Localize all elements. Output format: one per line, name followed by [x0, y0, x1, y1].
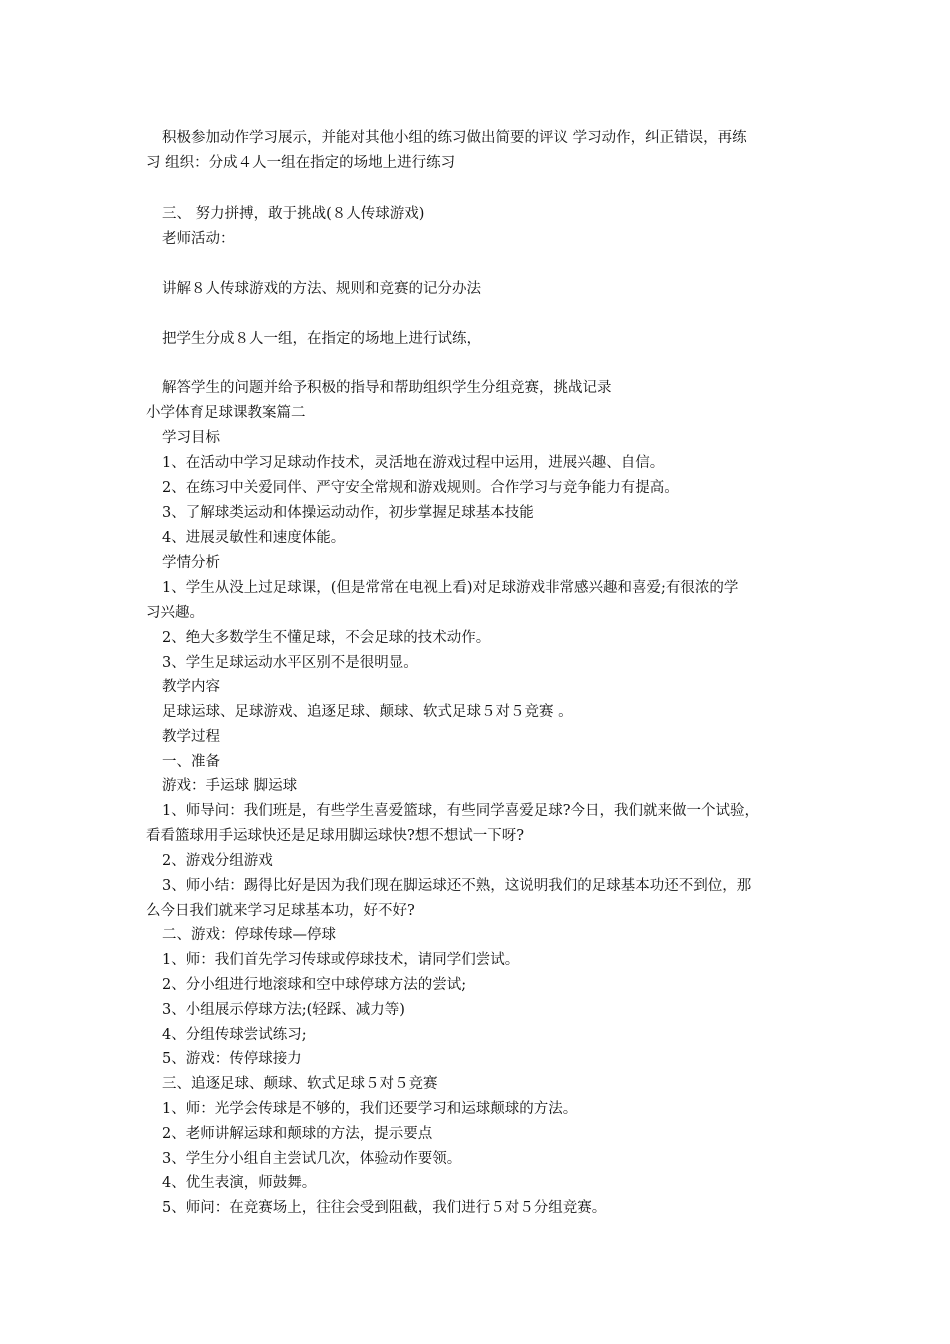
paragraph-line: 积极参加动作学习展示，并能对其他小组的练习做出简要的评议 学习动作，纠正错误，再练	[162, 130, 747, 146]
section-heading: 三、 努力拼搏，敢于挑战(８人传球游戏)	[162, 206, 425, 222]
paragraph-line: 习 组织：分成４人一组在指定的场地上进行练习	[146, 155, 456, 171]
paragraph-line: 游戏：手运球 脚运球	[162, 778, 298, 794]
section-heading: 教学过程	[162, 729, 220, 745]
list-item-continuation: 么今日我们就来学习足球基本功，好不好?	[146, 903, 415, 919]
list-item: 4、分组传球尝试练习;	[162, 1027, 307, 1043]
list-item: 1、师：光学会传球是不够的，我们还要学习和运球颠球的方法。	[162, 1101, 578, 1117]
list-item-continuation: 习兴趣。	[146, 605, 204, 621]
section-heading: 学情分析	[162, 555, 220, 571]
list-item: 3、了解球类运动和体操运动动作，初步掌握足球基本技能	[162, 505, 534, 521]
label-teacher-activity: 老师活动：	[162, 231, 235, 247]
list-item: 3、小组展示停球方法;(轻踩、减力等)	[162, 1002, 405, 1018]
list-item: 2、绝大多数学生不懂足球，不会足球的技术动作。	[162, 630, 491, 646]
activity-line: 把学生分成８人一组，在指定的场地上进行试练，	[162, 331, 481, 347]
list-item: 1、在活动中学习足球动作技术，灵活地在游戏过程中运用，进展兴趣、自信。	[162, 455, 665, 471]
list-item: 4、进展灵敏性和速度体能。	[162, 530, 346, 546]
section-heading: 教学内容	[162, 679, 220, 695]
activity-line: 解答学生的问题并给予积极的指导和帮助组织学生分组竞赛，挑战记录	[162, 380, 612, 396]
step-heading: 二、游戏：停球传球—停球	[162, 927, 336, 943]
paragraph-line: 足球运球、足球游戏、追逐足球、颠球、软式足球５对５竞赛 。	[162, 704, 573, 720]
list-item: 1、师：我们首先学习传球或停球技术，请同学们尝试。	[162, 952, 520, 968]
section-heading: 学习目标	[162, 430, 220, 446]
list-item: 3、师小结：踢得比好是因为我们现在脚运球还不熟，这说明我们的足球基本功还不到位，那	[162, 878, 752, 894]
list-item: 3、学生分小组自主尝试几次，体验动作要领。	[162, 1151, 462, 1167]
list-item-continuation: 看看篮球用手运球快还是足球用脚运球快?想不想试一下呀?	[146, 828, 525, 844]
list-item: 2、老师讲解运球和颠球的方法，提示要点	[162, 1126, 433, 1142]
list-item: 2、游戏分组游戏	[162, 853, 273, 869]
list-item: 3、学生足球运动水平区别不是很明显。	[162, 655, 418, 671]
list-item: 2、分小组进行地滚球和空中球停球方法的尝试;	[162, 977, 467, 993]
step-heading: 三、追逐足球、颠球、软式足球５对５竞赛	[162, 1076, 438, 1092]
list-item: 4、优生表演，师鼓舞。	[162, 1175, 317, 1191]
list-item: 5、游戏：传停球接力	[162, 1051, 302, 1067]
list-item: 2、在练习中关爱同伴、严守安全常规和游戏规则。合作学习与竞争能力有提高。	[162, 480, 679, 496]
list-item: 1、学生从没上过足球课，(但是常常在电视上看)对足球游戏非常感兴趣和喜爱;有很浓的学	[162, 580, 739, 596]
step-heading: 一、准备	[162, 754, 220, 770]
activity-line: 讲解８人传球游戏的方法、规则和竞赛的记分办法	[162, 281, 481, 297]
document-title: 小学体育足球课教案篇二	[146, 405, 306, 421]
list-item: 1、师导问：我们班是，有些学生喜爱篮球，有些同学喜爱足球?今日，我们就来做一个试验，	[162, 803, 759, 819]
list-item: 5、师问：在竞赛场上，往往会受到阻截，我们进行５对５分组竞赛。	[162, 1200, 607, 1216]
